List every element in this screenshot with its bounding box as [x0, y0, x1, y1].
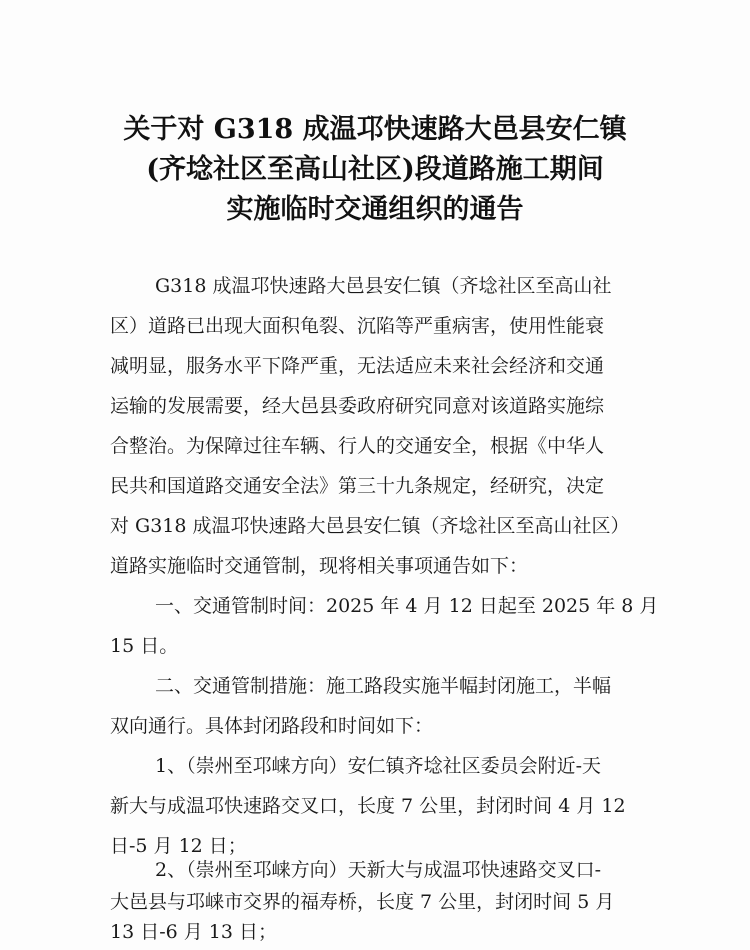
body-line: 新大与成温邛快速路交叉口，长度 7 公里，封闭时间 4 月 12	[110, 795, 626, 817]
body-line: 13 日-6 月 13 日；	[110, 921, 278, 943]
body-line: 双向通行。具体封闭路段和时间如下：	[110, 715, 434, 737]
body-line: 区）道路已出现大面积龟裂、沉陷等严重病害，使用性能衰	[110, 315, 605, 337]
body-line: 对 G318 成温邛快速路大邑县安仁镇（齐埝社区至高山社区）	[110, 515, 630, 537]
title-line-3: 实施临时交通组织的通告	[226, 194, 524, 225]
body-line: 2、（崇州至邛崃方向）天新大与成温邛快速路交叉口-	[155, 859, 602, 881]
body-line: 民共和国道路交通安全法》第三十九条规定，经研究，决定	[110, 475, 605, 497]
body-line: 大邑县与邛崃市交界的福寿桥，长度 7 公里，封闭时间 5 月	[110, 891, 615, 913]
title-line-2: (齐埝社区至高山社区)段道路施工期间	[146, 154, 604, 185]
body-line: 减明显，服务水平下降严重，无法适应未来社会经济和交通	[110, 355, 605, 377]
body-line: G318 成温邛快速路大邑县安仁镇（齐埝社区至高山社	[155, 275, 612, 297]
body-line: 合整治。为保障过往车辆、行人的交通安全，根据《中华人	[110, 435, 605, 457]
body-line: 道路实施临时交通管制，现将相关事项通告如下：	[110, 555, 529, 577]
title-line-1: 关于对 G318 成温邛快速路大邑县安仁镇	[123, 114, 627, 145]
body-line: 一、交通管制时间：2025 年 4 月 12 日起至 2025 年 8 月	[155, 595, 659, 617]
body-line: 1、（崇州至邛崃方向）安仁镇齐埝社区委员会附近-天	[155, 755, 602, 777]
body-line: 15 日。	[110, 635, 179, 657]
body-line: 运输的发展需要，经大邑县委政府研究同意对该道路实施综	[110, 395, 605, 417]
body-line: 二、交通管制措施：施工路段实施半幅封闭施工，半幅	[155, 675, 612, 697]
body-line: 日-5 月 12 日；	[110, 835, 247, 857]
